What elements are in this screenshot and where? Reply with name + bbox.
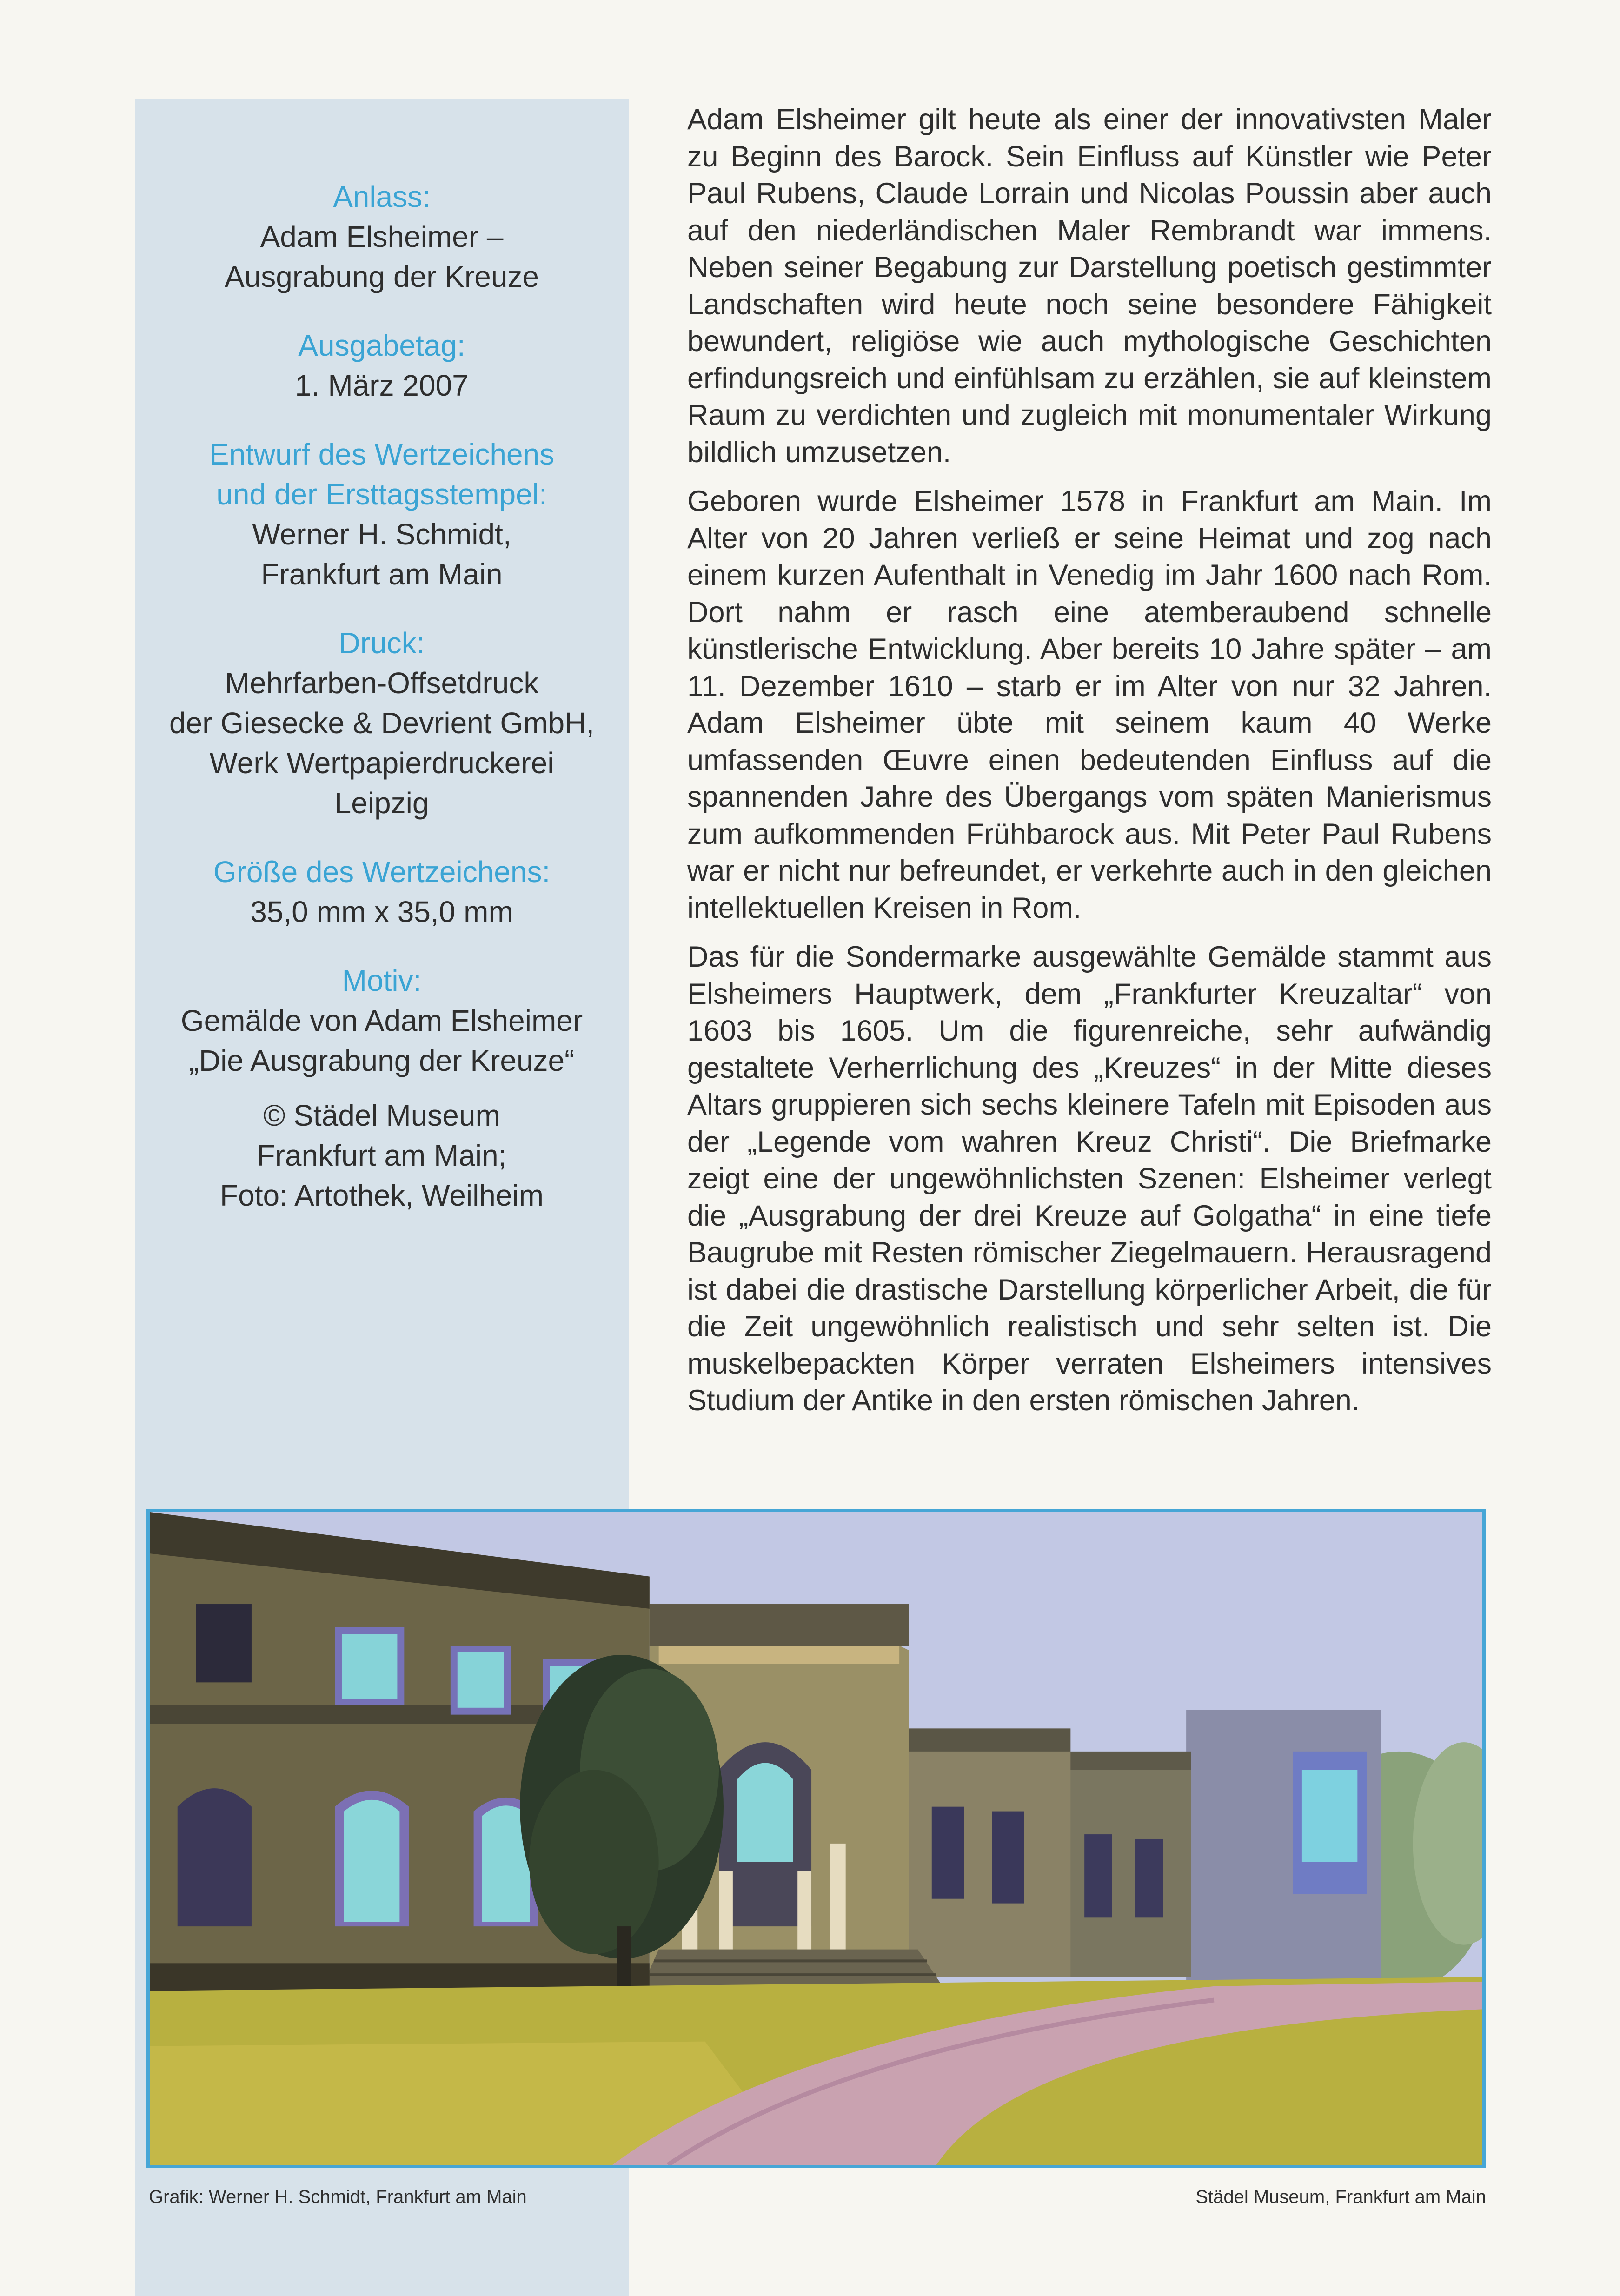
info-block-entwurf: [135, 434, 629, 594]
info-heading: und der Ersttagsstempel:: [216, 478, 547, 511]
info-heading: Größe des Wertzeichens:: [213, 855, 551, 889]
info-value: Mehrfarben-Offsetdruck: [225, 666, 539, 700]
article-body: [687, 101, 1492, 1432]
info-block-anlass: [135, 177, 629, 297]
stamp-info-panel: [135, 177, 629, 1244]
staedel-museum-photo: [146, 1509, 1486, 2168]
info-block-ausgabetag: [135, 325, 629, 405]
photo-credit-right: Städel Museum, Frankfurt am Main: [1195, 2187, 1486, 2207]
museum-illustration: [150, 1512, 1482, 2165]
info-value: der Giesecke & Devrient GmbH,: [169, 706, 595, 740]
info-value: Frankfurt am Main: [261, 557, 503, 591]
info-value: Leipzig: [334, 786, 429, 820]
photo-credit-left: Grafik: Werner H. Schmidt, Frankfurt am Main: [149, 2187, 527, 2207]
info-value: 35,0 mm x 35,0 mm: [250, 895, 513, 929]
info-value: 1. März 2007: [295, 369, 469, 402]
info-block-druck: [135, 623, 629, 823]
info-block-groesse: [135, 852, 629, 932]
info-value: Adam Elsheimer –: [260, 220, 504, 253]
info-value: Werner H. Schmidt,: [252, 518, 511, 551]
paragraph: Adam Elsheimer gilt heute als einer der innovativsten Maler zu Beginn des Barock. Sein Einfluss auf Künstler wie Peter Paul Rubens, Claude Lorrain und Nicolas Poussin aber auch auf den niederländischen Maler Rembrandt war immens. Neben seiner Begabung zur Darstellung poetisch gestimmter Landschaften wird heute noch seine besondere Fähigkeit bewundert, religiöse wie auch mythologische Geschichten erfindungsreich und einfühlsam zu erzählen, sie auf kleinstem Raum zu verdichten und zugleich mit monumentaler Wirkung bildlich umzusetzen.: [687, 103, 1492, 469]
info-heading: Anlass:: [333, 180, 431, 213]
info-value: „Die Ausgrabung der Kreuze“: [189, 1044, 575, 1077]
info-heading: Ausgabetag:: [298, 329, 465, 362]
info-value: Werk Wertpapierdruckerei: [209, 746, 554, 780]
paragraph: Geboren wurde Elsheimer 1578 in Frankfurt am Main. Im Alter von 20 Jahren verließ er seine Heimat und zog nach einem kurzen Aufenthalt in Venedig im Jahr 1600 nach Rom. Dort nahm er rasch eine atemberaubend schnelle künstlerische Entwicklung. Aber bereits 10 Jahre später – am 11. Dezember 1610 – starb er im Alter von nur 32 Jahren. Adam Elsheimer übte mit seinem kaum 40 Werke umfassenden Œuvre einen bedeutenden Einfluss auf die spannenden Jahre des Übergangs vom späten Manierismus zum aufkommenden Frühbarock aus. Mit Peter Paul Rubens war er nicht nur befreundet, er verkehrte auch in den gleichen intellektuellen Kreisen in Rom.: [687, 485, 1492, 924]
info-value: Ausgrabung der Kreuze: [225, 260, 539, 293]
info-heading: Druck:: [339, 626, 425, 660]
info-block-motiv: [135, 961, 629, 1081]
info-value: Foto: Artothek, Weilheim: [220, 1179, 544, 1212]
info-value: Frankfurt am Main;: [257, 1139, 507, 1172]
paragraph: Das für die Sondermarke ausgewählte Gemälde stammt aus Elsheimers Hauptwerk, dem „Frankfurter Kreuzaltar“ von 1603 bis 1605. Um die figurenreiche, sehr aufwändig gestaltete Verherrlichung des „Kreuzes“ in der Mitte dieses Altars gruppieren sich sechs kleinere Tafeln mit Episoden aus der „Legende vom wahren Kreuz Christi“. Die Briefmarke zeigt eine der ungewöhnlichsten Szenen: Elsheimer verlegt die „Ausgrabung der drei Kreuze auf Golgatha“ in eine tiefe Baugrube mit Resten römischer Ziegelmauern. Herausragend ist dabei die drastische Darstellung körperlicher Arbeit, die für die Zeit ungewöhnlich realistisch und sehr selten ist. Die muskelbepackten Körper verraten Elsheimers intensives Studium der Antike in den ersten römischen Jahren.: [687, 941, 1492, 1417]
info-heading: Entwurf des Wertzeichens: [209, 438, 555, 471]
info-block-copyright: [135, 1095, 629, 1215]
info-heading: Motiv:: [342, 964, 422, 997]
info-value: © Städel Museum: [263, 1099, 500, 1132]
info-value: Gemälde von Adam Elsheimer: [180, 1004, 583, 1037]
